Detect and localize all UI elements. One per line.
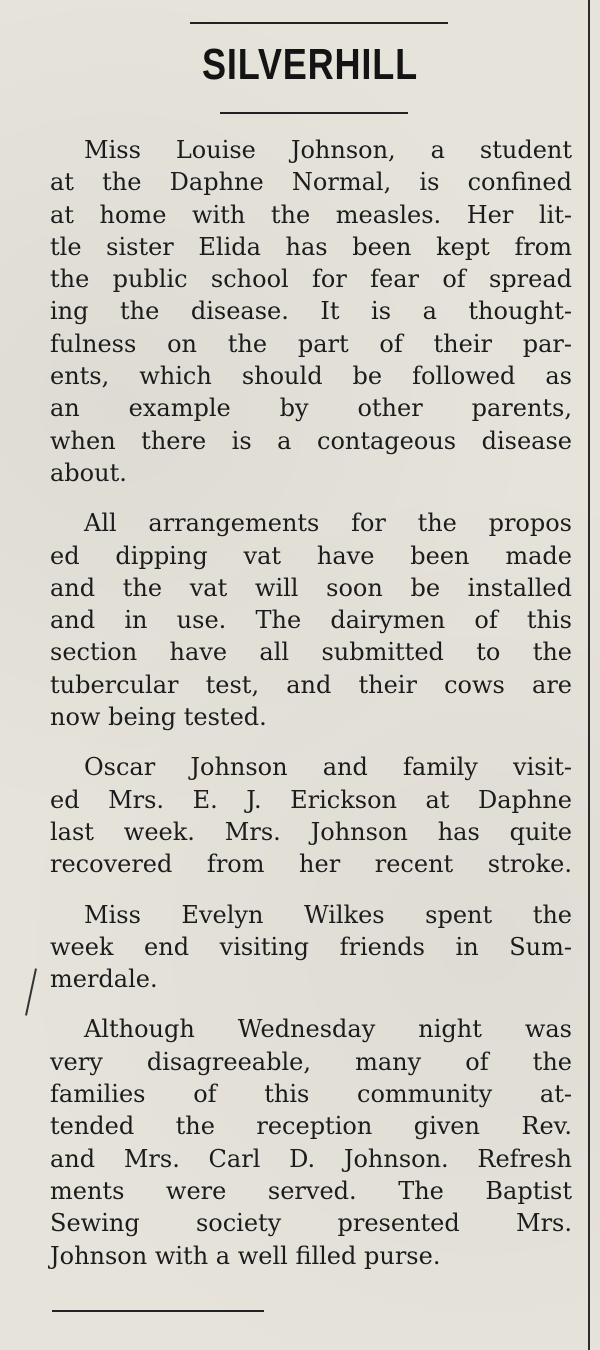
text-line: last week. Mrs. Johnson has quite — [50, 817, 572, 846]
paragraph-1 — [50, 134, 572, 489]
text-line: very disagreeable, many of the — [50, 1047, 572, 1076]
text-line: at the Daphne Normal, is confined — [50, 168, 572, 197]
text-line: and the vat will soon be installed — [50, 573, 572, 602]
text-line: ed Mrs. E. J. Erickson at Daphne — [50, 785, 572, 814]
text-line: ents, which should be followed as — [50, 362, 572, 391]
text-line: week end visiting friends in Sum- — [50, 932, 572, 961]
text-line: the public school for fear of spread — [50, 265, 572, 294]
paragraph-3 — [50, 751, 572, 880]
text-line: Miss Evelyn Wilkes spent the — [84, 900, 572, 929]
text-line: Miss Louise Johnson, a student — [84, 136, 572, 164]
text-line: families of this community at- — [50, 1080, 572, 1109]
bottom-rule — [52, 1310, 264, 1312]
text-line: tubercular test, and their cows are — [50, 670, 572, 699]
stray-ink-mark — [25, 968, 37, 1015]
text-line: ing the disease. It is a thought- — [50, 297, 572, 326]
text-line: ed dipping vat have been made — [50, 541, 572, 570]
top-rule — [190, 22, 448, 24]
text-line: about. — [50, 458, 127, 487]
paragraph-4 — [50, 899, 572, 996]
column-divider — [588, 0, 590, 1350]
text-line: merdale. — [50, 965, 158, 994]
text-line: Sewing society presented Mrs. — [50, 1209, 572, 1238]
text-line: recovered from her recent stroke. — [50, 850, 572, 879]
text-line: tle sister Elida has been kept from — [50, 232, 572, 261]
text-line: ments were served. The Baptist — [50, 1176, 572, 1205]
text-line: section have all submitted to the — [50, 638, 572, 667]
paragraph-2 — [50, 507, 572, 733]
text-line: Although Wednesday night was — [84, 1015, 572, 1044]
article-body — [50, 134, 572, 1290]
headline-underline — [220, 112, 408, 114]
text-line: and in use. The dairymen of this — [50, 606, 572, 635]
text-line: and Mrs. Carl D. Johnson. Refresh — [50, 1144, 572, 1173]
text-line: fulness on the part of their par- — [50, 329, 572, 358]
text-line: Johnson with a well filled purse. — [50, 1241, 441, 1270]
paragraph-5 — [50, 1013, 572, 1271]
headline: SILVERHILL — [201, 40, 418, 89]
text-line: now being tested. — [50, 703, 267, 732]
text-line: an example by other parents, — [50, 394, 572, 423]
text-line: at home with the measles. Her lit- — [50, 200, 572, 229]
text-line: All arrangements for the propos — [84, 509, 572, 538]
text-line: when there is a contageous disease — [50, 426, 572, 455]
text-line: Oscar Johnson and family visit- — [84, 753, 572, 782]
text-line: tended the reception given Rev. — [50, 1112, 572, 1141]
